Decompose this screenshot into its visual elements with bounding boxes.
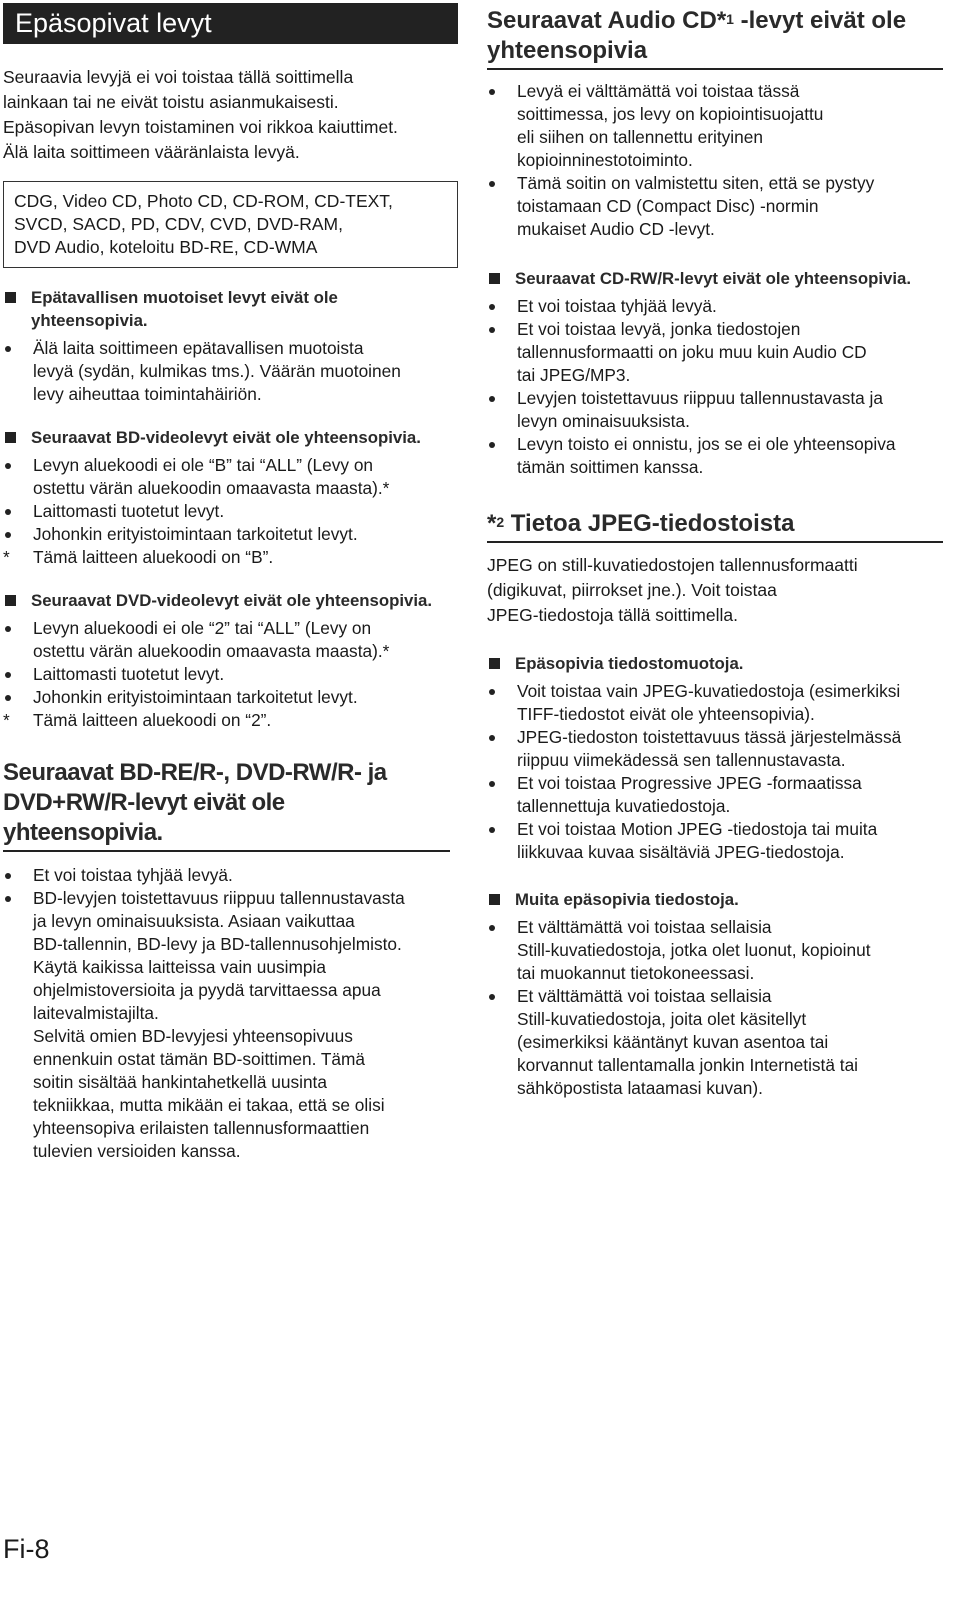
bullet-icon: [5, 873, 11, 879]
box-line: SVCD, SACD, PD, CDV, CVD, DVD-RAM,: [14, 214, 343, 234]
page-title: Epäsopivat levyt: [3, 3, 458, 44]
bullet-list: [487, 80, 943, 241]
bullet-icon: [489, 89, 495, 95]
list-item: Et voi toistaa Motion JPEG -tiedostoja tai muita liikkuvaa kuvaa sisältäviä JPEG-tiedostoja.: [487, 818, 943, 864]
list-item: Et välttämättä voi toistaa sellaisia Still-kuvatiedostoja, joita olet käsitellyt (esimerkiksi kääntänyt kuvan asentoa tai korvannut tallentamalla jonkin Internetistä tai sähköpostista lataamasi kuvan).: [487, 985, 943, 1100]
list-item: BD-levyjen toistettavuus riippuu tallennustavasta ja levyn ominaisuuksista. Asiaan vaikuttaa BD-tallennin, BD-levy ja BD-tallennusohjelmisto. Käytä kaikissa laitteissa vain uusimpia ohjelmistoversioita ja pyydä tarvittaessa apua laitevalmistajilta. Selvitä omien BD-levyjesi yhteensopivuus ennenkuin ostat tämän BD-soittimen. Tämä soitin sisältää hankintahetkellä uusinta tekniikkaa, mutta mikään ei takaa, että se olisi yhteensopiva erilaisten tallennusformaattien tulevien versioiden kanssa.: [3, 887, 458, 1163]
intro-line: Seuraavia levyjä ei voi toistaa tällä soittimella: [3, 67, 354, 87]
section-cd-rw: [487, 267, 943, 479]
left-column: [3, 0, 458, 1163]
bullet-icon: [489, 442, 495, 448]
square-bullet-icon: [489, 273, 500, 284]
asterisk-mark: *: [3, 547, 10, 567]
bullet-list: [3, 337, 458, 406]
intro-line: Epäsopivan levyn toistaminen voi rikkoa kaiuttimet.: [3, 117, 398, 137]
list-item: Johonkin erityistoimintaan tarkoitetut levyt.: [3, 523, 458, 546]
square-bullet-icon: [489, 894, 500, 905]
list-item: Levyn aluekoodi ei ole “B” tai “ALL” (Levy on ostettu värän aluekoodin omaavasta maasta).*: [3, 454, 458, 500]
bullet-icon: [5, 346, 11, 352]
list-item: Älä laita soittimeen epätavallisen muotoista levyä (sydän, kulmikas tms.). Väärän muotoinen levy aiheuttaa toimintahäiriön.: [3, 337, 458, 406]
list-item: Tämä soitin on valmistettu siten, että se pystyy toistamaan CD (Compact Disc) -normin mukaiset Audio CD -levyt.: [487, 172, 943, 241]
bullet-icon: [489, 781, 495, 787]
bullet-icon: [5, 896, 11, 902]
page-number: Fi-8: [3, 1534, 50, 1564]
bullet-icon: [5, 532, 11, 538]
bullet-icon: [489, 181, 495, 187]
bullet-icon: [489, 994, 495, 1000]
list-item: Levyn toisto ei onnistu, jos se ei ole yhteensopiva tämän soittimen kanssa.: [487, 433, 943, 479]
square-bullet-icon: [5, 432, 16, 443]
bullet-list: [487, 916, 943, 1100]
bullet-list: [3, 617, 458, 732]
right-column: [487, 0, 943, 1100]
bullet-list: [487, 295, 943, 479]
bullet-icon: [489, 925, 495, 931]
square-bullet-icon: [5, 292, 16, 303]
incompatible-discs-box: [3, 181, 458, 268]
bullet-list: [3, 864, 458, 1163]
list-item: Levyä ei välttämättä voi toistaa tässä soittimessa, jos levy on kopiointisuojattu eli siihen on tallennettu erityinen kopioinninestotoiminto.: [487, 80, 943, 172]
intro-line: lainkaan tai ne eivät toistu asianmukaisesti.: [3, 92, 339, 112]
list-item: JPEG-tiedoston toistettavuus tässä järjestelmässä riippuu viimekädessä sen tallennustavasta.: [487, 726, 943, 772]
list-item: Johonkin erityistoimintaan tarkoitetut levyt.: [3, 686, 458, 709]
box-line: CDG, Video CD, Photo CD, CD-ROM, CD-TEXT,: [14, 191, 393, 211]
section-dvd-video: [3, 589, 458, 732]
section-other-incompatible-files: [487, 888, 943, 1100]
jpeg-paragraph: JPEG on still-kuvatiedostojen tallennusformaatti (digikuvat, piirrokset jne.). Voit toistaa JPEG-tiedostoja tällä soittimella.: [487, 555, 858, 625]
square-bullet-icon: [489, 658, 500, 669]
intro-paragraph: [3, 65, 458, 165]
list-item: Laittomasti tuotetut levyt.: [3, 500, 458, 523]
list-item: Et voi toistaa levyä, jonka tiedostojen tallennusformaatti on joku muu kuin Audio CD tai JPEG/MP3.: [487, 318, 943, 387]
bullet-icon: [489, 327, 495, 333]
bullet-list: [3, 454, 458, 569]
section-heading: Epäsopivia tiedostomuotoja.: [487, 652, 943, 675]
bullet-icon: [5, 463, 11, 469]
bullet-icon: [5, 509, 11, 515]
section-bd-video: [3, 426, 458, 569]
list-item: Levyn aluekoodi ei ole “2” tai “ALL” (Levy on ostettu värän aluekoodin omaavasta maasta).*: [3, 617, 458, 663]
list-item: Et voi toistaa tyhjää levyä.: [487, 295, 943, 318]
square-bullet-icon: [5, 595, 16, 606]
bullet-icon: [489, 396, 495, 402]
list-item: Et välttämättä voi toistaa sellaisia Still-kuvatiedostoja, jotka olet luonut, kopioinut tai muokannut tietokoneessasi.: [487, 916, 943, 985]
section-heading: Epätavallisen muotoiset levyt eivät ole yhteensopivia.: [3, 286, 458, 332]
bullet-icon: [5, 626, 11, 632]
footnote-item: * Tämä laitteen aluekoodi on “B”.: [3, 547, 274, 567]
footnote-item: * Tämä laitteen aluekoodi on “2”.: [3, 710, 272, 730]
section-heading-audio-cd: Seuraavat Audio CD*$^1$ -levyt eivät ole yhteensopivia: [487, 6, 943, 70]
box-line: DVD Audio, koteloitu BD-RE, CD-WMA: [14, 237, 318, 257]
bullet-icon: [489, 735, 495, 741]
bullet-icon: [5, 695, 11, 701]
bullet-icon: [489, 827, 495, 833]
section-heading: Seuraavat CD-RW/R-levyt eivät ole yhteensopivia.: [487, 267, 943, 290]
list-item: Et voi toistaa tyhjää levyä.: [3, 864, 458, 887]
section-heading: Seuraavat BD-videolevyt eivät ole yhteensopivia.: [3, 426, 458, 449]
bullet-icon: [489, 689, 495, 695]
list-item: Et voi toistaa Progressive JPEG -formaatissa tallennettuja kuvatiedostoja.: [487, 772, 943, 818]
section-odd-shaped-discs: [3, 286, 458, 406]
list-item: Voit toistaa vain JPEG-kuvatiedostoja (esimerkiksi TIFF-tiedostot eivät ole yhteensopivia).: [487, 680, 943, 726]
section-heading: Seuraavat DVD-videolevyt eivät ole yhteensopivia.: [3, 589, 458, 612]
section-heading: Muita epäsopivia tiedostoja.: [487, 888, 943, 911]
intro-line: Älä laita soittimeen vääränlaista levyä.: [3, 142, 300, 162]
bullet-icon: [489, 304, 495, 310]
section-heading-recordable: Seuraavat BD-RE/R-, DVD-RW/R- ja DVD+RW/R-levyt eivät ole yhteensopivia.: [3, 758, 450, 852]
bullet-list: [487, 680, 943, 864]
section-heading-jpeg: *$^2$ Tietoa JPEG-tiedostoista: [487, 509, 943, 543]
bullet-icon: [5, 672, 11, 678]
list-item: Levyjen toistettavuus riippuu tallennustavasta ja levyn ominaisuuksista.: [487, 387, 943, 433]
section-incompatible-formats: [487, 652, 943, 864]
list-item: Laittomasti tuotetut levyt.: [3, 663, 458, 686]
asterisk-mark: *: [3, 710, 10, 730]
